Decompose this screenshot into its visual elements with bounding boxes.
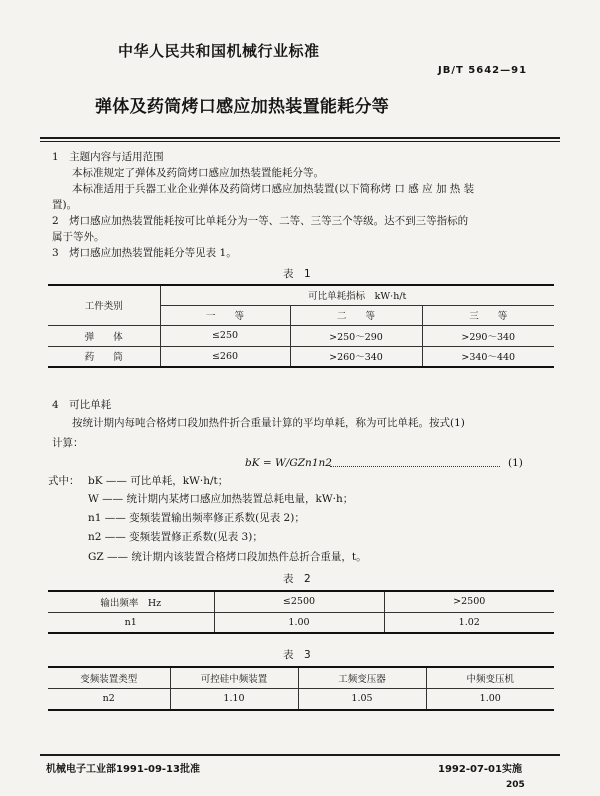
section-4-paragraph-cont: 计算： (52, 437, 84, 449)
table-1-header-grade-3: 三 等 (422, 305, 554, 325)
table-2-header-high: >2500 (384, 591, 554, 612)
table-cell: >340～440 (461, 352, 516, 364)
table-cell: 药 筒 (48, 346, 160, 367)
table-1 (48, 284, 554, 368)
table-3-header-type: 变频装置类型 (48, 667, 170, 688)
section-2-text-cont: 属于等外。 (52, 231, 105, 243)
table-1-header-grade-1: 一 等 (160, 305, 290, 325)
approval-date: 机械电子工业部1991-09-13批准 (46, 764, 200, 775)
definition-item: bK —— 可比单耗，kW·h/t； (88, 475, 229, 487)
effective-date: 1992-07-01实施 (438, 764, 522, 775)
table-2 (48, 590, 554, 634)
table-1-header-index: 可比单耗指标 kW·h/t (160, 285, 554, 305)
definition-item: n1 —— 变频装置输出频率修正系数(见表 2)； (88, 512, 305, 524)
table-row (48, 346, 554, 367)
section-1-heading: 1 主题内容与适用范围 (52, 151, 164, 163)
document-title: 弹体及药筒烤口感应加热装置能耗分等 (95, 97, 390, 117)
footer-rule (40, 754, 560, 756)
section-4-paragraph: 按统计期内每吨合格烤口段加热件折合重量计算的平均单耗，称为可比单耗。按式(1) (72, 417, 465, 429)
formula-leader-dots (330, 466, 500, 467)
table-3 (48, 666, 554, 711)
section-1-paragraph-2-cont: 置)。 (52, 199, 78, 211)
formula-number: (1) (508, 457, 523, 469)
table-cell: 1.00 (479, 693, 501, 705)
section-2-text: 2 烤口感应加热装置能耗按可比单耗分为一等、二等、三等三个等级。达不到三等指标的 (52, 215, 469, 227)
definition-item: n2 —— 变频装置修正系数(见表 3)； (88, 531, 263, 543)
section-4-heading: 4 可比单耗 (52, 399, 112, 411)
table-3-header-generator: 中频变压机 (426, 667, 554, 688)
table-cell: n1 (48, 612, 214, 633)
section-1-paragraph-2: 本标准适用于兵器工业企业弹体及药筒烤口感应加热装置(以下简称烤 口 感 应 加 热 装 (72, 183, 475, 195)
table-cell: 1.00 (214, 612, 384, 633)
table-3-header-transformer: 工频变压器 (298, 667, 426, 688)
table-cell: ≤260 (160, 346, 290, 367)
table-row (48, 325, 554, 346)
table-2-header-frequency: 输出频率 Hz (48, 591, 214, 612)
where-label: 式中： (48, 475, 80, 487)
definition-item: W —— 统计期内某烤口感应加热装置总耗电量，kW·h； (88, 493, 354, 505)
table-cell: n2 (48, 688, 170, 710)
formula: bK = W/GZn1n2 (245, 457, 332, 469)
table-3-caption: 表 3 (283, 649, 311, 661)
section-3-text: 3 烤口感应加热装置能耗分等见表 1。 (52, 247, 237, 259)
header-rule-thin (40, 141, 560, 142)
table-2-caption: 表 2 (283, 573, 311, 585)
table-cell: 1.10 (170, 688, 298, 710)
table-cell: 1.05 (298, 688, 426, 710)
table-1-caption: 表 1 (283, 268, 311, 280)
table-3-header-scr: 可控硅中频装置 (170, 667, 298, 688)
header-rule-thick (40, 137, 560, 139)
table-cell: >260～340 (290, 346, 422, 367)
table-cell: >250～290 (290, 325, 422, 346)
table-cell: 弹 体 (48, 325, 160, 346)
table-row (48, 688, 554, 710)
table-2-header-low: ≤2500 (214, 591, 384, 612)
standard-category-heading: 中华人民共和国机械行业标准 (118, 42, 320, 60)
definition-item: GZ —— 统计期内该装置合格烤口段加热件总折合重量，t。 (88, 551, 367, 563)
table-1-header-workpiece: 工件类别 (48, 285, 160, 325)
table-cell: 1.02 (458, 616, 480, 628)
table-row (48, 612, 554, 633)
table-cell: >290～340 (422, 325, 554, 346)
table-cell: ≤250 (160, 325, 290, 346)
section-1-paragraph-1: 本标准规定了弹体及药筒烤口感应加热装置能耗分等。 (72, 167, 324, 179)
table-1-header-grade-2: 二 等 (290, 305, 422, 325)
page-number: 205 (506, 780, 525, 790)
standard-number: JB/T 5642—91 (438, 65, 528, 76)
